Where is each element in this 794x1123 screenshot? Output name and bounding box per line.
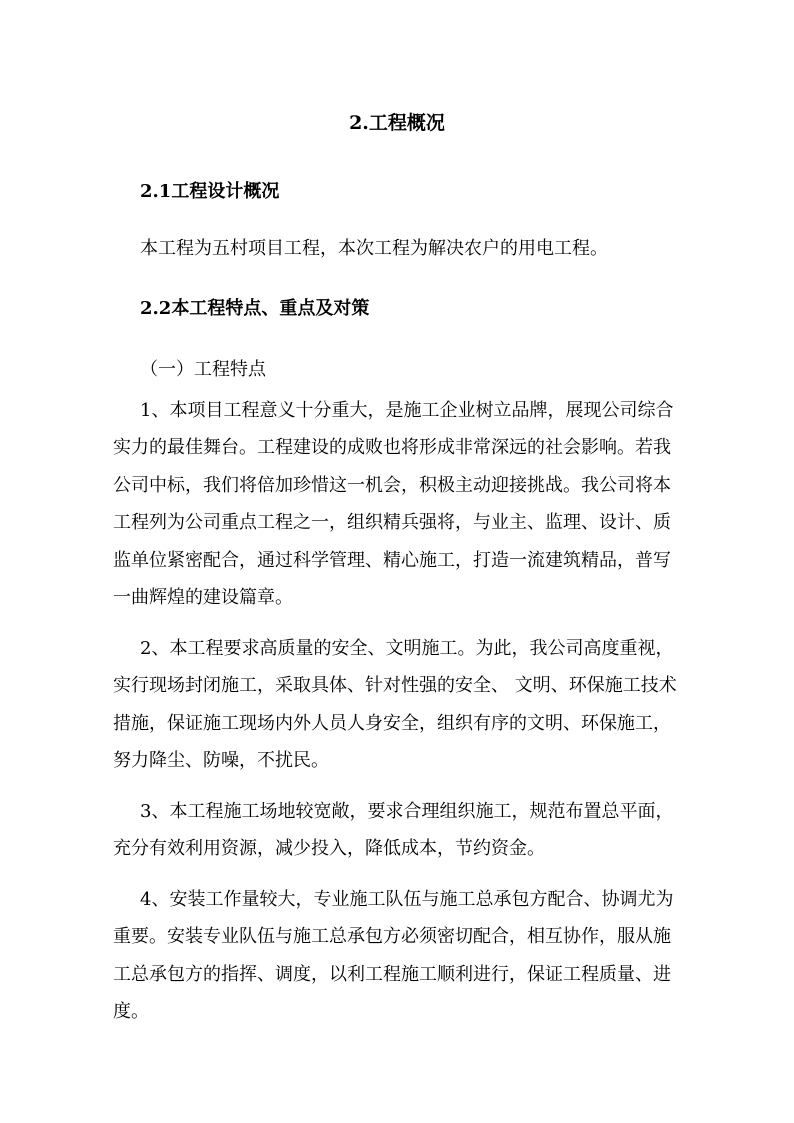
paragraph-line: 实行现场封闭施工，采取具体、针对性强的安全、 文明、环保施工技术 xyxy=(113,675,677,696)
paragraph-line: 度。 xyxy=(113,1001,149,1022)
paragraph-line: 充分有效利用资源，减少投入，降低成本，节约资金。 xyxy=(113,838,545,859)
paragraph-line: 实力的最佳舞台。工程建设的成败也将形成非常深远的社会影响。若我 xyxy=(113,437,671,458)
paragraph-line: 3、本工程施工场地较宽敞，要求合理组织施工，规范布置总平面， xyxy=(140,801,674,822)
paragraph-line: 重要。安装专业队伍与施工总承包方必须密切配合，相互协作，服从施 xyxy=(113,926,671,947)
paragraph-line: 努力降尘、防噪，不扰民。 xyxy=(113,750,329,771)
section-heading-2-2: 2.2本工程特点、重点及对策 xyxy=(140,298,370,319)
section-2-1-text: 本工程为五村项目工程，本次工程为解决农户的用电工程。 xyxy=(140,238,608,259)
page-title: 2.工程概况 xyxy=(349,112,445,134)
section-heading-2-1: 2.1工程设计概况 xyxy=(140,181,280,202)
paragraph-line: 措施，保证施工现场内外人员人身安全，组织有序的文明、环保施工， xyxy=(113,713,671,734)
paragraph-line: 一曲辉煌的建设篇章。 xyxy=(113,587,293,608)
paragraph-line: 公司中标，我们将倍加珍惜这一机会，积极主动迎接挑战。我公司将本 xyxy=(113,475,671,496)
paragraph-line: 工程列为公司重点工程之一，组织精兵强将，与业主、监理、设计、质 xyxy=(113,512,671,533)
paragraph-line: 4、安装工作量较大，专业施工队伍与施工总承包方配合、协调尤为 xyxy=(140,889,674,910)
subheading-project-features: （一）工程特点 xyxy=(140,359,266,380)
paragraph-line: 1、本项目工程意义十分重大，是施工企业树立品牌，展现公司综合 xyxy=(140,400,674,421)
paragraph-line: 工总承包方的指挥、调度，以利工程施工顺利进行，保证工程质量、进 xyxy=(113,964,671,985)
paragraph-line: 监单位紧密配合，通过科学管理、精心施工，打造一流建筑精品，普写 xyxy=(113,550,671,571)
paragraph-line: 2、本工程要求高质量的安全、文明施工。为此，我公司高度重视， xyxy=(140,638,674,659)
